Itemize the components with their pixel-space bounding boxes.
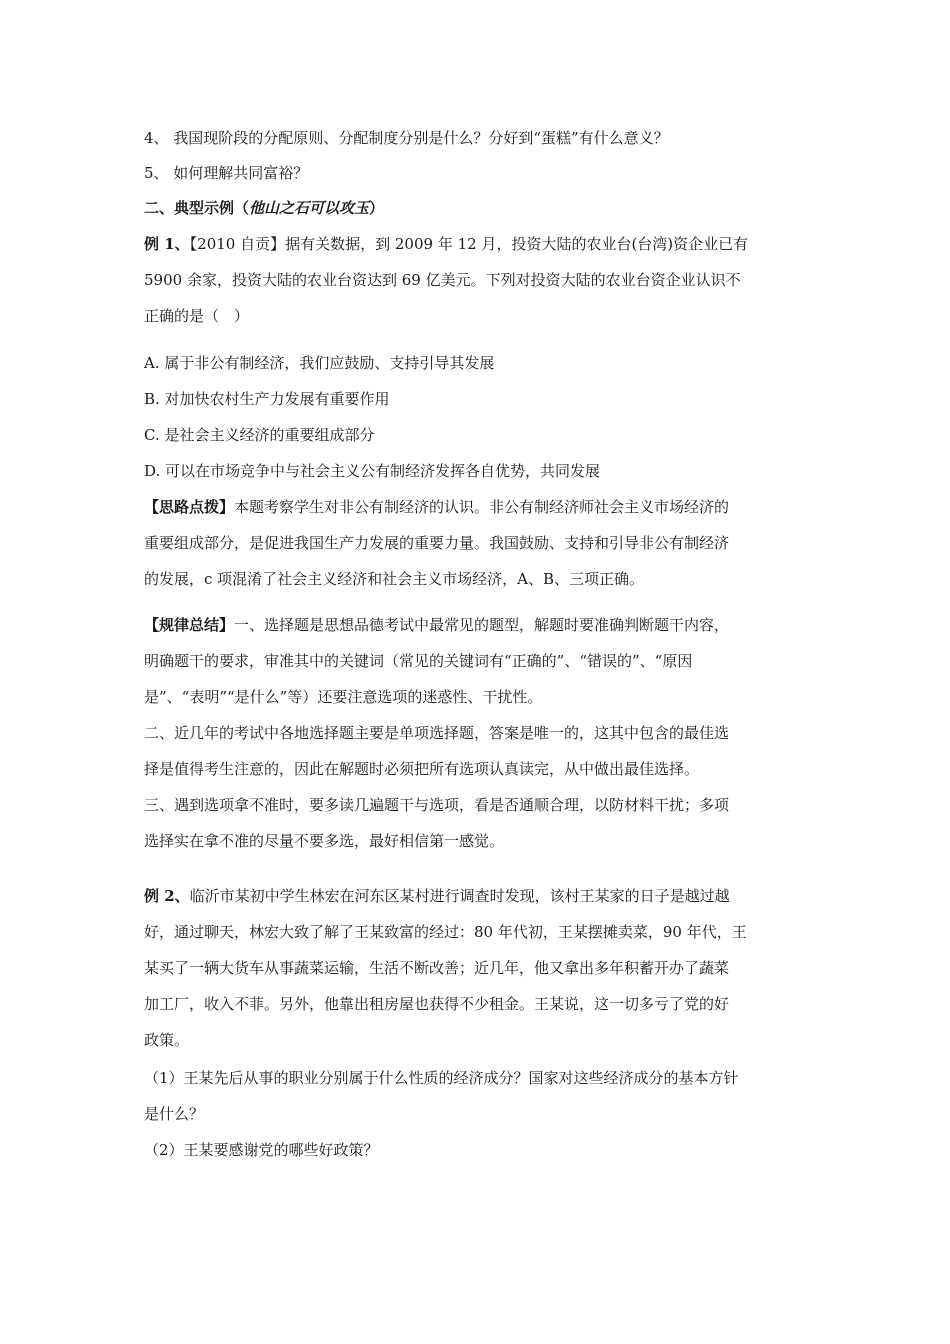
example-1-line-3: 正确的是（ ） bbox=[144, 307, 250, 325]
question-5: 5、 如何理解共同富裕？ bbox=[144, 164, 309, 182]
option-d: D. 可以在市场竞争中与社会主义公有制经济发挥各自优势，共同发展 bbox=[144, 462, 601, 480]
summary-label: 【规律总结】 bbox=[144, 616, 235, 634]
summary-line-6: 三、遇到选项拿不准时，要多读几遍题干与选项，看是否通顺合理，以防材料干扰；多项 bbox=[144, 796, 730, 814]
example-2-line-2: 好，通过聊天，林宏大致了解了王某致富的经过：80 年代初，王某摆摊卖菜，90 年代，王 bbox=[144, 923, 747, 941]
summary-line-3: 是”、“表明”“是什么”等）还要注意选项的迷惑性、干扰性。 bbox=[144, 688, 543, 706]
example-1-options bbox=[144, 345, 809, 489]
analysis-line-1: 【思路点拨】本题考察学生对非公有制经济的认识。非公有制经济师社会主义市场经济的 bbox=[144, 498, 730, 516]
summary-line-7: 选择实在拿不准的尽量不要多选，最好相信第一感觉。 bbox=[144, 832, 505, 850]
example-2-line-3: 某买了一辆大货车从事蔬菜运输，生活不断改善；近几年，他又拿出多年积蓄开办了蔬菜 bbox=[144, 959, 730, 977]
example-2-line-4: 加工厂，收入不菲。另外，他靠出租房屋也获得不少租金。王某说，这一切多亏了党的好 bbox=[144, 995, 730, 1013]
summary-line-4: 二、近几年的考试中各地选择题主要是单项选择题，答案是唯一的，这其中包含的最佳选 bbox=[144, 724, 730, 742]
example-1-label: 例 1、 bbox=[144, 235, 190, 253]
example-1-line-1: 例 1、【2010 自贡】据有关数据，到 2009 年 12 月，投资大陆的农业台(台湾)资企业已有 bbox=[144, 235, 749, 253]
summary-line-5: 择是值得考生注意的，因此在解题时必须把所有选项认真读完，从中做出最佳选择。 bbox=[144, 760, 700, 778]
example-2-question-2: （2）王某要感谢党的哪些好政策？ bbox=[144, 1141, 379, 1159]
summary bbox=[144, 607, 809, 859]
example-2-question-1-cont: 是什么？ bbox=[144, 1105, 205, 1123]
analysis-label: 【思路点拨】 bbox=[144, 498, 235, 516]
example-1-line-2: 5900 余家，投资大陆的农业台资达到 69 亿美元。下列对投资大陆的农业台资企业认识不 bbox=[144, 271, 741, 289]
option-a: A. 属于非公有制经济，我们应鼓励、支持引导其发展 bbox=[144, 354, 495, 372]
example-2 bbox=[144, 878, 809, 1058]
section-title: 二、典型示例（他山之石可以攻玉） bbox=[144, 199, 385, 217]
option-b: B. 对加快农村生产力发展有重要作用 bbox=[144, 390, 390, 408]
option-c: C. 是社会主义经济的重要组成部分 bbox=[144, 426, 375, 444]
example-1 bbox=[144, 226, 809, 334]
analysis bbox=[144, 489, 809, 597]
example-2-question-1: （1）王某先后从事的职业分别属于什么性质的经济成分？国家对这些经济成分的基本方针 bbox=[144, 1069, 739, 1087]
summary-line-2: 明确题干的要求，审准其中的关键词（常见的关键词有“正确的”、“错误的”、“原因 bbox=[144, 652, 693, 670]
example-2-label: 例 2、 bbox=[144, 887, 190, 905]
analysis-line-2: 重要组成部分，是促进我国生产力发展的重要力量。我国鼓励、支持和引导非公有制经济 bbox=[144, 534, 730, 552]
review-questions bbox=[144, 121, 809, 226]
summary-line-1: 【规律总结】一、选择题是思想品德考试中最常见的题型，解题时要准确判断题干内容， bbox=[144, 616, 730, 634]
analysis-line-3: 的发展，c 项混淆了社会主义经济和社会主义市场经济，A、B、三项正确。 bbox=[144, 570, 645, 588]
example-2-line-1: 例 2、临沂市某初中学生林宏在河东区某村进行调查时发现，该村王某家的日子是越过越 bbox=[144, 887, 730, 905]
question-4: 4、 我国现阶段的分配原则、分配制度分别是什么？分好到“蛋糕”有什么意义？ bbox=[144, 129, 669, 147]
example-2-line-5: 政策。 bbox=[144, 1031, 190, 1049]
section-title-italic: 他山之石可以攻玉 bbox=[249, 199, 370, 217]
example-2-questions bbox=[144, 1060, 809, 1168]
